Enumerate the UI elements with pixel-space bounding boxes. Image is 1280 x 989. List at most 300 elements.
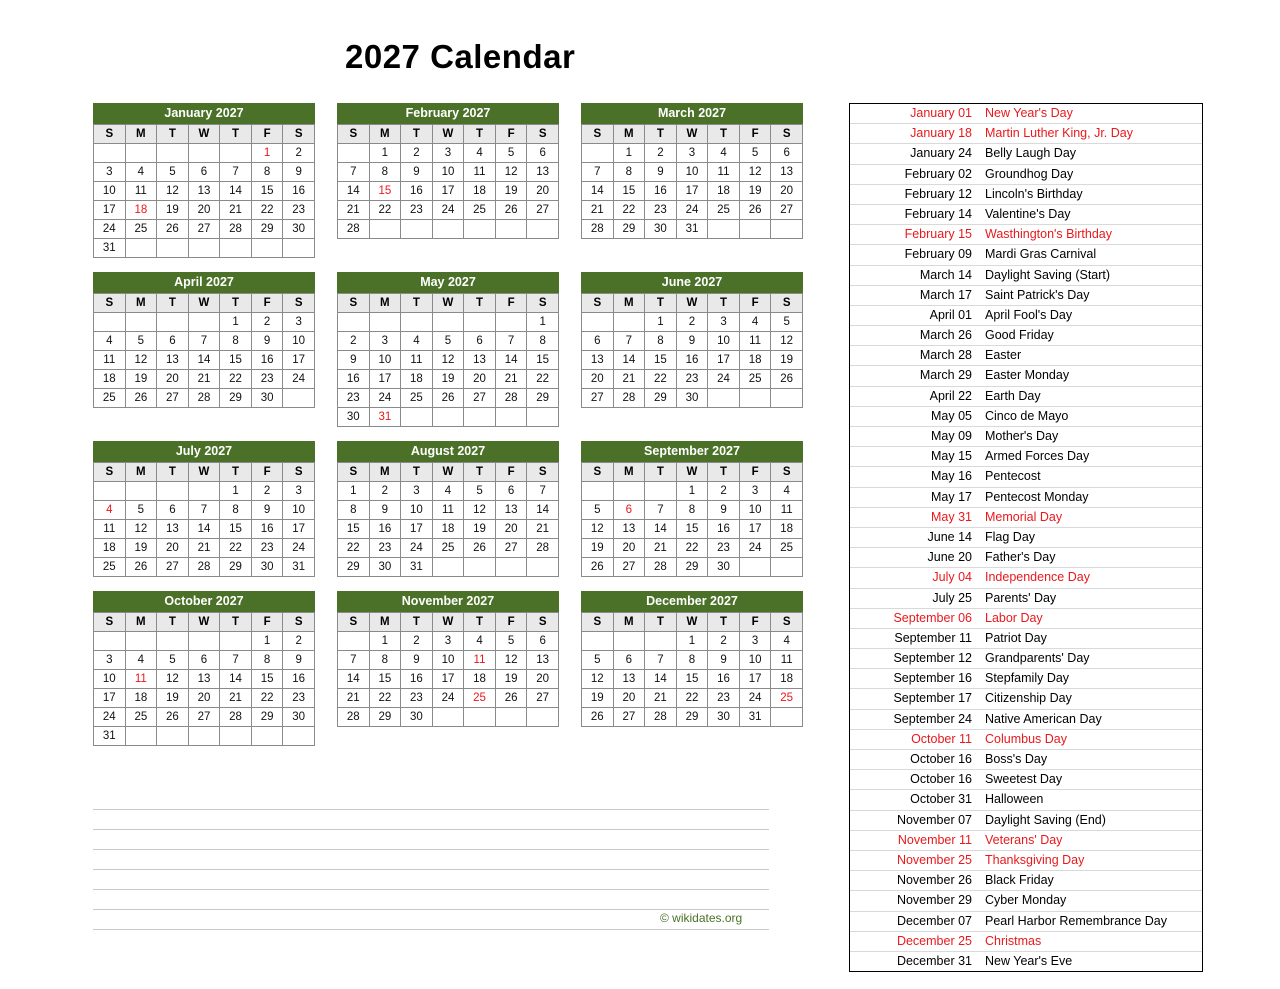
day-cell[interactable]: 10: [739, 651, 771, 670]
day-cell[interactable]: 1: [676, 482, 708, 501]
day-cell[interactable]: 14: [582, 182, 614, 201]
day-cell[interactable]: 21: [645, 689, 677, 708]
day-cell[interactable]: 13: [464, 351, 496, 370]
day-cell[interactable]: 21: [645, 539, 677, 558]
day-cell[interactable]: 16: [251, 351, 283, 370]
day-cell[interactable]: 19: [157, 201, 189, 220]
day-cell[interactable]: 26: [582, 558, 614, 577]
day-cell[interactable]: 16: [676, 351, 708, 370]
day-cell[interactable]: 2: [251, 482, 283, 501]
day-cell[interactable]: 30: [251, 389, 283, 408]
day-cell[interactable]: 16: [401, 182, 433, 201]
day-cell[interactable]: 3: [432, 632, 464, 651]
day-cell[interactable]: 16: [251, 520, 283, 539]
day-cell[interactable]: 14: [645, 520, 677, 539]
day-cell[interactable]: 18: [125, 689, 157, 708]
day-cell[interactable]: 5: [464, 482, 496, 501]
day-cell[interactable]: 8: [676, 651, 708, 670]
day-cell[interactable]: 26: [464, 539, 496, 558]
day-cell[interactable]: 29: [220, 389, 252, 408]
day-cell[interactable]: 20: [157, 370, 189, 389]
day-cell[interactable]: 12: [739, 163, 771, 182]
day-cell[interactable]: 18: [94, 370, 126, 389]
day-cell[interactable]: 4: [739, 313, 771, 332]
day-cell[interactable]: 10: [739, 501, 771, 520]
day-cell[interactable]: 2: [283, 632, 315, 651]
day-cell[interactable]: 6: [157, 501, 189, 520]
day-cell[interactable]: 24: [708, 370, 740, 389]
day-cell[interactable]: 21: [188, 539, 220, 558]
day-cell[interactable]: 4: [94, 501, 126, 520]
day-cell[interactable]: 18: [464, 182, 496, 201]
day-cell[interactable]: 11: [739, 332, 771, 351]
day-cell[interactable]: 14: [338, 182, 370, 201]
day-cell[interactable]: 31: [676, 220, 708, 239]
day-cell[interactable]: 27: [157, 389, 189, 408]
day-cell[interactable]: 22: [369, 689, 401, 708]
day-cell[interactable]: 20: [527, 182, 559, 201]
day-cell[interactable]: 25: [464, 689, 496, 708]
day-cell[interactable]: 15: [527, 351, 559, 370]
day-cell[interactable]: 24: [94, 708, 126, 727]
day-cell[interactable]: 2: [401, 632, 433, 651]
day-cell[interactable]: 18: [708, 182, 740, 201]
day-cell[interactable]: 9: [645, 163, 677, 182]
day-cell[interactable]: 6: [582, 332, 614, 351]
day-cell[interactable]: 21: [613, 370, 645, 389]
day-cell[interactable]: 26: [739, 201, 771, 220]
day-cell[interactable]: 4: [464, 144, 496, 163]
day-cell[interactable]: 20: [613, 539, 645, 558]
day-cell[interactable]: 23: [338, 389, 370, 408]
day-cell[interactable]: 1: [220, 313, 252, 332]
day-cell[interactable]: 29: [645, 389, 677, 408]
day-cell[interactable]: 13: [495, 501, 527, 520]
day-cell[interactable]: 1: [251, 632, 283, 651]
day-cell[interactable]: 30: [645, 220, 677, 239]
day-cell[interactable]: 9: [676, 332, 708, 351]
day-cell[interactable]: 29: [369, 708, 401, 727]
day-cell[interactable]: 29: [676, 708, 708, 727]
day-cell[interactable]: 4: [771, 632, 803, 651]
day-cell[interactable]: 6: [495, 482, 527, 501]
day-cell[interactable]: 4: [125, 163, 157, 182]
day-cell[interactable]: 18: [464, 670, 496, 689]
day-cell[interactable]: 27: [613, 708, 645, 727]
day-cell[interactable]: 11: [708, 163, 740, 182]
day-cell[interactable]: 19: [125, 539, 157, 558]
day-cell[interactable]: 30: [251, 558, 283, 577]
day-cell[interactable]: 17: [739, 520, 771, 539]
day-cell[interactable]: 2: [283, 144, 315, 163]
day-cell[interactable]: 17: [94, 689, 126, 708]
day-cell[interactable]: 1: [613, 144, 645, 163]
day-cell[interactable]: 9: [283, 651, 315, 670]
day-cell[interactable]: 29: [220, 558, 252, 577]
day-cell[interactable]: 14: [645, 670, 677, 689]
day-cell[interactable]: 21: [220, 689, 252, 708]
day-cell[interactable]: 6: [464, 332, 496, 351]
day-cell[interactable]: 11: [771, 651, 803, 670]
day-cell[interactable]: 12: [464, 501, 496, 520]
day-cell[interactable]: 15: [220, 520, 252, 539]
day-cell[interactable]: 10: [432, 163, 464, 182]
day-cell[interactable]: 2: [369, 482, 401, 501]
day-cell[interactable]: 18: [401, 370, 433, 389]
day-cell[interactable]: 28: [338, 708, 370, 727]
day-cell[interactable]: 13: [771, 163, 803, 182]
day-cell[interactable]: 18: [771, 670, 803, 689]
day-cell[interactable]: 9: [401, 163, 433, 182]
day-cell[interactable]: 11: [771, 501, 803, 520]
day-cell[interactable]: 16: [283, 670, 315, 689]
day-cell[interactable]: 8: [338, 501, 370, 520]
day-cell[interactable]: 5: [771, 313, 803, 332]
day-cell[interactable]: 31: [401, 558, 433, 577]
day-cell[interactable]: 19: [432, 370, 464, 389]
day-cell[interactable]: 6: [613, 501, 645, 520]
day-cell[interactable]: 18: [432, 520, 464, 539]
day-cell[interactable]: 16: [645, 182, 677, 201]
day-cell[interactable]: 23: [283, 201, 315, 220]
day-cell[interactable]: 25: [432, 539, 464, 558]
day-cell[interactable]: 16: [283, 182, 315, 201]
day-cell[interactable]: 13: [527, 651, 559, 670]
day-cell[interactable]: 12: [125, 351, 157, 370]
day-cell[interactable]: 30: [369, 558, 401, 577]
day-cell[interactable]: 12: [157, 182, 189, 201]
day-cell[interactable]: 7: [645, 501, 677, 520]
day-cell[interactable]: 23: [369, 539, 401, 558]
day-cell[interactable]: 7: [220, 163, 252, 182]
day-cell[interactable]: 8: [220, 332, 252, 351]
day-cell[interactable]: 29: [251, 220, 283, 239]
day-cell[interactable]: 2: [676, 313, 708, 332]
day-cell[interactable]: 15: [645, 351, 677, 370]
day-cell[interactable]: 22: [676, 539, 708, 558]
day-cell[interactable]: 8: [220, 501, 252, 520]
day-cell[interactable]: 1: [676, 632, 708, 651]
day-cell[interactable]: 7: [582, 163, 614, 182]
day-cell[interactable]: 4: [94, 332, 126, 351]
day-cell[interactable]: 6: [527, 632, 559, 651]
day-cell[interactable]: 20: [188, 689, 220, 708]
day-cell[interactable]: 11: [401, 351, 433, 370]
day-cell[interactable]: 22: [369, 201, 401, 220]
day-cell[interactable]: 22: [527, 370, 559, 389]
day-cell[interactable]: 9: [251, 501, 283, 520]
day-cell[interactable]: 30: [283, 220, 315, 239]
day-cell[interactable]: 12: [432, 351, 464, 370]
day-cell[interactable]: 20: [464, 370, 496, 389]
day-cell[interactable]: 2: [251, 313, 283, 332]
day-cell[interactable]: 10: [283, 501, 315, 520]
day-cell[interactable]: 10: [432, 651, 464, 670]
day-cell[interactable]: 13: [527, 163, 559, 182]
day-cell[interactable]: 20: [582, 370, 614, 389]
day-cell[interactable]: 13: [582, 351, 614, 370]
day-cell[interactable]: 26: [582, 708, 614, 727]
day-cell[interactable]: 1: [645, 313, 677, 332]
day-cell[interactable]: 26: [771, 370, 803, 389]
note-line[interactable]: [93, 830, 769, 850]
day-cell[interactable]: 10: [401, 501, 433, 520]
day-cell[interactable]: 6: [613, 651, 645, 670]
day-cell[interactable]: 7: [188, 501, 220, 520]
day-cell[interactable]: 29: [338, 558, 370, 577]
day-cell[interactable]: 1: [369, 144, 401, 163]
day-cell[interactable]: 17: [283, 351, 315, 370]
day-cell[interactable]: 22: [220, 539, 252, 558]
day-cell[interactable]: 26: [125, 558, 157, 577]
day-cell[interactable]: 20: [613, 689, 645, 708]
day-cell[interactable]: 3: [283, 313, 315, 332]
day-cell[interactable]: 9: [369, 501, 401, 520]
day-cell[interactable]: 23: [283, 689, 315, 708]
day-cell[interactable]: 21: [338, 689, 370, 708]
day-cell[interactable]: 26: [157, 220, 189, 239]
day-cell[interactable]: 6: [771, 144, 803, 163]
day-cell[interactable]: 22: [676, 689, 708, 708]
day-cell[interactable]: 10: [283, 332, 315, 351]
day-cell[interactable]: 24: [283, 539, 315, 558]
day-cell[interactable]: 23: [251, 370, 283, 389]
day-cell[interactable]: 12: [582, 670, 614, 689]
day-cell[interactable]: 20: [527, 670, 559, 689]
day-cell[interactable]: 28: [338, 220, 370, 239]
day-cell[interactable]: 21: [495, 370, 527, 389]
day-cell[interactable]: 14: [613, 351, 645, 370]
day-cell[interactable]: 7: [495, 332, 527, 351]
day-cell[interactable]: 19: [739, 182, 771, 201]
day-cell[interactable]: 19: [495, 670, 527, 689]
day-cell[interactable]: 19: [495, 182, 527, 201]
day-cell[interactable]: 14: [220, 182, 252, 201]
day-cell[interactable]: 26: [432, 389, 464, 408]
day-cell[interactable]: 13: [188, 182, 220, 201]
day-cell[interactable]: 17: [432, 670, 464, 689]
day-cell[interactable]: 11: [464, 163, 496, 182]
day-cell[interactable]: 28: [645, 558, 677, 577]
note-line[interactable]: [93, 870, 769, 890]
day-cell[interactable]: 2: [338, 332, 370, 351]
day-cell[interactable]: 13: [157, 520, 189, 539]
day-cell[interactable]: 14: [495, 351, 527, 370]
day-cell[interactable]: 10: [369, 351, 401, 370]
day-cell[interactable]: 21: [582, 201, 614, 220]
day-cell[interactable]: 4: [771, 482, 803, 501]
day-cell[interactable]: 6: [157, 332, 189, 351]
day-cell[interactable]: 21: [527, 520, 559, 539]
note-line[interactable]: [93, 890, 769, 910]
day-cell[interactable]: 25: [739, 370, 771, 389]
day-cell[interactable]: 3: [401, 482, 433, 501]
day-cell[interactable]: 30: [338, 408, 370, 427]
day-cell[interactable]: 19: [582, 539, 614, 558]
day-cell[interactable]: 29: [251, 708, 283, 727]
day-cell[interactable]: 27: [582, 389, 614, 408]
day-cell[interactable]: 9: [708, 651, 740, 670]
day-cell[interactable]: 1: [251, 144, 283, 163]
day-cell[interactable]: 15: [676, 670, 708, 689]
day-cell[interactable]: 28: [527, 539, 559, 558]
day-cell[interactable]: 4: [432, 482, 464, 501]
day-cell[interactable]: 14: [188, 520, 220, 539]
day-cell[interactable]: 27: [527, 201, 559, 220]
day-cell[interactable]: 9: [401, 651, 433, 670]
day-cell[interactable]: 30: [283, 708, 315, 727]
day-cell[interactable]: 19: [582, 689, 614, 708]
day-cell[interactable]: 15: [676, 520, 708, 539]
day-cell[interactable]: 27: [495, 539, 527, 558]
day-cell[interactable]: 25: [401, 389, 433, 408]
day-cell[interactable]: 5: [739, 144, 771, 163]
day-cell[interactable]: 8: [251, 163, 283, 182]
day-cell[interactable]: 23: [645, 201, 677, 220]
day-cell[interactable]: 19: [157, 689, 189, 708]
day-cell[interactable]: 7: [220, 651, 252, 670]
day-cell[interactable]: 7: [188, 332, 220, 351]
day-cell[interactable]: 29: [527, 389, 559, 408]
day-cell[interactable]: 17: [94, 201, 126, 220]
day-cell[interactable]: 17: [708, 351, 740, 370]
day-cell[interactable]: 2: [708, 482, 740, 501]
day-cell[interactable]: 14: [527, 501, 559, 520]
day-cell[interactable]: 6: [527, 144, 559, 163]
day-cell[interactable]: 11: [464, 651, 496, 670]
day-cell[interactable]: 12: [495, 651, 527, 670]
day-cell[interactable]: 30: [401, 708, 433, 727]
day-cell[interactable]: 8: [676, 501, 708, 520]
note-line[interactable]: [93, 790, 769, 810]
day-cell[interactable]: 14: [188, 351, 220, 370]
day-cell[interactable]: 11: [94, 351, 126, 370]
day-cell[interactable]: 19: [125, 370, 157, 389]
day-cell[interactable]: 24: [283, 370, 315, 389]
day-cell[interactable]: 10: [676, 163, 708, 182]
day-cell[interactable]: 3: [676, 144, 708, 163]
day-cell[interactable]: 28: [613, 389, 645, 408]
day-cell[interactable]: 7: [338, 163, 370, 182]
day-cell[interactable]: 26: [157, 708, 189, 727]
day-cell[interactable]: 23: [676, 370, 708, 389]
day-cell[interactable]: 11: [94, 520, 126, 539]
day-cell[interactable]: 23: [401, 201, 433, 220]
day-cell[interactable]: 19: [464, 520, 496, 539]
day-cell[interactable]: 6: [188, 163, 220, 182]
day-cell[interactable]: 26: [495, 689, 527, 708]
day-cell[interactable]: 12: [771, 332, 803, 351]
day-cell[interactable]: 21: [188, 370, 220, 389]
day-cell[interactable]: 7: [645, 651, 677, 670]
day-cell[interactable]: 13: [613, 670, 645, 689]
day-cell[interactable]: 31: [94, 727, 126, 746]
day-cell[interactable]: 22: [251, 201, 283, 220]
day-cell[interactable]: 27: [188, 708, 220, 727]
day-cell[interactable]: 12: [495, 163, 527, 182]
day-cell[interactable]: 1: [527, 313, 559, 332]
day-cell[interactable]: 2: [645, 144, 677, 163]
day-cell[interactable]: 16: [708, 520, 740, 539]
day-cell[interactable]: 20: [188, 201, 220, 220]
day-cell[interactable]: 16: [369, 520, 401, 539]
day-cell[interactable]: 26: [125, 389, 157, 408]
day-cell[interactable]: 15: [338, 520, 370, 539]
day-cell[interactable]: 31: [739, 708, 771, 727]
day-cell[interactable]: 22: [251, 689, 283, 708]
day-cell[interactable]: 5: [125, 501, 157, 520]
day-cell[interactable]: 23: [708, 689, 740, 708]
day-cell[interactable]: 24: [739, 539, 771, 558]
day-cell[interactable]: 13: [157, 351, 189, 370]
day-cell[interactable]: 24: [432, 689, 464, 708]
day-cell[interactable]: 3: [739, 632, 771, 651]
day-cell[interactable]: 4: [401, 332, 433, 351]
day-cell[interactable]: 30: [676, 389, 708, 408]
day-cell[interactable]: 24: [676, 201, 708, 220]
day-cell[interactable]: 24: [94, 220, 126, 239]
day-cell[interactable]: 9: [283, 163, 315, 182]
day-cell[interactable]: 25: [708, 201, 740, 220]
day-cell[interactable]: 22: [338, 539, 370, 558]
day-cell[interactable]: 24: [369, 389, 401, 408]
day-cell[interactable]: 28: [220, 708, 252, 727]
day-cell[interactable]: 23: [251, 539, 283, 558]
day-cell[interactable]: 11: [125, 670, 157, 689]
day-cell[interactable]: 12: [125, 520, 157, 539]
day-cell[interactable]: 2: [401, 144, 433, 163]
day-cell[interactable]: 14: [338, 670, 370, 689]
day-cell[interactable]: 5: [495, 632, 527, 651]
day-cell[interactable]: 3: [432, 144, 464, 163]
day-cell[interactable]: 8: [251, 651, 283, 670]
day-cell[interactable]: 23: [401, 689, 433, 708]
day-cell[interactable]: 12: [582, 520, 614, 539]
day-cell[interactable]: 28: [645, 708, 677, 727]
day-cell[interactable]: 5: [582, 651, 614, 670]
note-line[interactable]: [93, 850, 769, 870]
day-cell[interactable]: 3: [369, 332, 401, 351]
day-cell[interactable]: 20: [157, 539, 189, 558]
day-cell[interactable]: 7: [613, 332, 645, 351]
day-cell[interactable]: 25: [464, 201, 496, 220]
note-line[interactable]: [93, 810, 769, 830]
day-cell[interactable]: 8: [369, 163, 401, 182]
day-cell[interactable]: 28: [220, 220, 252, 239]
day-cell[interactable]: 1: [369, 632, 401, 651]
day-cell[interactable]: 3: [708, 313, 740, 332]
day-cell[interactable]: 15: [369, 182, 401, 201]
day-cell[interactable]: 18: [771, 520, 803, 539]
day-cell[interactable]: 21: [220, 201, 252, 220]
day-cell[interactable]: 9: [708, 501, 740, 520]
day-cell[interactable]: 27: [613, 558, 645, 577]
day-cell[interactable]: 27: [157, 558, 189, 577]
day-cell[interactable]: 17: [739, 670, 771, 689]
day-cell[interactable]: 10: [94, 670, 126, 689]
day-cell[interactable]: 17: [432, 182, 464, 201]
day-cell[interactable]: 16: [708, 670, 740, 689]
day-cell[interactable]: 22: [613, 201, 645, 220]
day-cell[interactable]: 27: [188, 220, 220, 239]
day-cell[interactable]: 22: [220, 370, 252, 389]
day-cell[interactable]: 25: [94, 389, 126, 408]
day-cell[interactable]: 6: [188, 651, 220, 670]
day-cell[interactable]: 31: [94, 239, 126, 258]
day-cell[interactable]: 25: [125, 708, 157, 727]
day-cell[interactable]: 8: [645, 332, 677, 351]
day-cell[interactable]: 17: [283, 520, 315, 539]
